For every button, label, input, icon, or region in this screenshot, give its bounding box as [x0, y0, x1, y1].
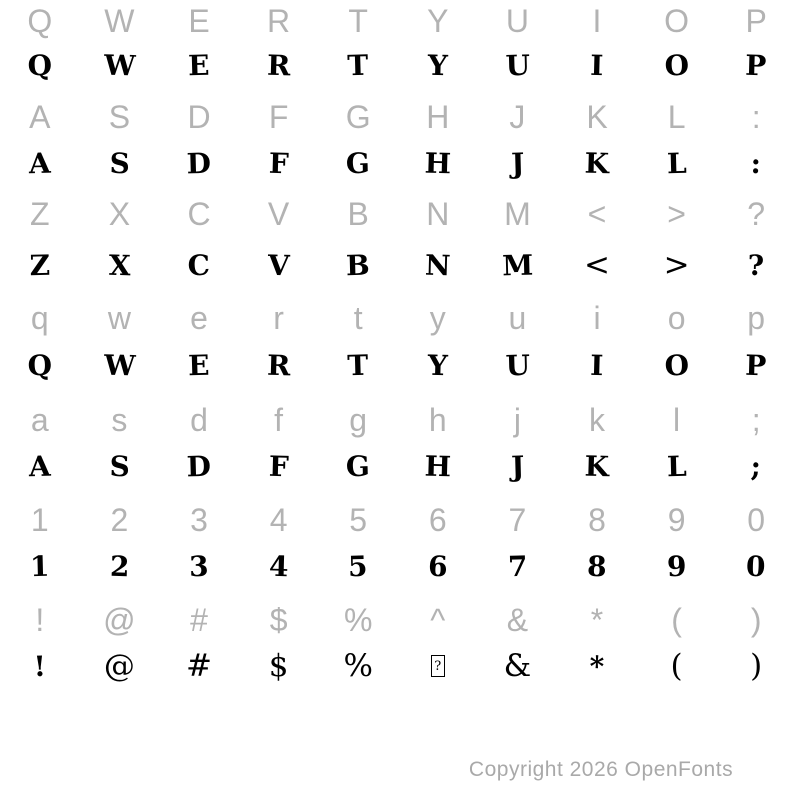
reference-char: r [273, 299, 284, 336]
reference-char: a [30, 401, 49, 438]
glyph-char: $ [268, 648, 289, 684]
glyph-char: > [663, 247, 690, 283]
glyph-char: ; [750, 449, 762, 483]
glyph-char: U [504, 48, 531, 82]
glyph-char: W [103, 48, 136, 82]
reference-char: 2 [110, 501, 129, 538]
glyph-char: Z [29, 248, 51, 282]
reference-char: 5 [349, 501, 368, 538]
glyph-char: T [347, 348, 370, 382]
glyph-char: M [501, 248, 534, 282]
glyph-char: O [663, 348, 690, 382]
glyph-char: R [266, 48, 291, 82]
reference-char: f [274, 401, 284, 438]
copyright-text: Copyright 2026 OpenFonts [468, 758, 734, 781]
reference-char: l [673, 401, 681, 438]
glyph-char: 5 [348, 549, 369, 583]
reference-char: u [508, 299, 527, 336]
glyph-char: K [584, 449, 610, 483]
glyph-char: A [28, 146, 52, 180]
reference-char: ; [751, 401, 761, 438]
reference-char: J [509, 98, 526, 135]
reference-row [0, 0, 796, 43]
glyph-char: : [750, 146, 762, 180]
glyph-char: K [584, 146, 610, 180]
reference-char: k [588, 401, 605, 438]
glyph-char: L [666, 146, 687, 180]
reference-char: N [426, 195, 450, 232]
reference-row [0, 498, 796, 542]
reference-char: 4 [269, 501, 288, 538]
reference-char: I [592, 2, 602, 39]
reference-char: o [667, 299, 686, 336]
reference-char: t [353, 299, 363, 336]
glyph-char: 7 [507, 549, 528, 583]
glyph-char: T [347, 48, 370, 82]
reference-char: G [345, 98, 371, 135]
glyph-char: L [666, 449, 687, 483]
reference-char: V [267, 195, 290, 232]
reference-char: E [188, 2, 210, 39]
reference-char: C [187, 195, 211, 232]
glyph-char: 4 [268, 549, 289, 583]
glyph-char: 9 [666, 549, 687, 583]
reference-char: ^ [430, 601, 446, 638]
glyph-char: X [108, 248, 131, 282]
reference-char: h [428, 401, 447, 438]
glyph-char: 2 [109, 549, 130, 583]
reference-char: e [190, 299, 208, 336]
reference-char: S [108, 98, 131, 135]
glyph-char: H [424, 146, 452, 180]
reference-char: T [348, 2, 368, 39]
reference-char: Z [30, 195, 50, 232]
reference-char: d [190, 401, 208, 438]
glyph-char: G [345, 449, 371, 483]
glyph-char: * [589, 649, 605, 683]
glyph-char: 8 [586, 549, 608, 583]
reference-char: p [747, 299, 766, 336]
reference-char: $ [269, 601, 288, 638]
glyph-char: E [187, 48, 211, 82]
glyph-row [0, 644, 796, 688]
glyph-char: V [267, 248, 290, 282]
reference-char: L [667, 98, 686, 135]
reference-char: j [513, 401, 521, 438]
glyph-char: ( [670, 648, 683, 684]
glyph-row [0, 343, 796, 387]
reference-char: i [593, 299, 601, 336]
reference-char: % [343, 601, 373, 638]
glyph-char: % [343, 648, 373, 684]
glyph-char: R [266, 348, 291, 382]
reference-char: < [587, 195, 607, 232]
reference-char: 6 [428, 501, 447, 538]
reference-char: # [190, 601, 208, 638]
reference-char: 7 [508, 501, 527, 538]
reference-char: M [504, 195, 531, 232]
reference-char: D [187, 98, 211, 135]
notdef-question-mark: ? [431, 655, 445, 677]
reference-char: W [104, 2, 135, 39]
glyph-char: F [268, 146, 289, 180]
glyph-char: W [103, 348, 136, 382]
reference-char: K [586, 98, 608, 135]
reference-char: @ [103, 601, 136, 638]
reference-char: y [429, 299, 446, 336]
glyph-char: Q [27, 348, 53, 382]
reference-char: ) [750, 601, 762, 638]
glyph-char: G [345, 146, 371, 180]
glyph-char: 3 [188, 549, 210, 583]
reference-char: F [268, 98, 289, 135]
glyph-char: & [503, 648, 532, 684]
glyph-char: Q [27, 48, 53, 82]
reference-char: U [505, 2, 529, 39]
reference-char: R [267, 2, 291, 39]
glyph-char: F [268, 449, 289, 483]
reference-char: g [349, 401, 368, 438]
glyph-char: P [745, 348, 768, 382]
reference-char: A [29, 98, 51, 135]
reference-char: & [506, 601, 529, 638]
glyph-char: J [510, 449, 525, 483]
reference-char: X [108, 195, 131, 232]
reference-char: 9 [667, 501, 686, 538]
reference-char: Y [427, 2, 449, 39]
reference-char: s [111, 401, 128, 438]
missing-glyph-box [398, 655, 478, 677]
glyph-char: J [510, 146, 525, 180]
reference-char: * [590, 601, 604, 638]
glyph-row [0, 444, 796, 488]
glyph-char: @ [103, 648, 135, 684]
reference-row [0, 95, 796, 139]
glyph-char: I [590, 348, 604, 382]
reference-char: O [664, 2, 690, 39]
glyph-char: S [108, 146, 130, 180]
glyph-char: 6 [427, 549, 448, 583]
reference-char: 1 [30, 501, 49, 538]
glyph-char: Y [427, 348, 449, 382]
glyph-row [0, 141, 796, 185]
glyph-char: ! [33, 649, 47, 683]
reference-char: ( [671, 601, 682, 638]
glyph-char: < [584, 247, 610, 283]
reference-row [0, 296, 796, 340]
reference-char: B [347, 195, 369, 232]
glyph-char: # [186, 648, 212, 684]
glyph-char: Y [427, 48, 449, 82]
glyph-char: N [424, 248, 452, 282]
glyph-char: D [186, 146, 212, 180]
glyph-char: ? [747, 248, 765, 282]
glyph-char: P [745, 48, 768, 82]
reference-char: > [667, 195, 686, 232]
glyph-char: E [187, 348, 211, 382]
glyph-char: C [187, 248, 211, 282]
glyph-row [0, 43, 796, 87]
reference-char: 0 [747, 501, 766, 538]
glyph-char: A [28, 449, 52, 483]
glyph-char: I [590, 48, 604, 82]
reference-row [0, 192, 796, 236]
glyph-char: D [186, 449, 212, 483]
reference-char: : [751, 98, 761, 135]
reference-char: H [426, 98, 450, 135]
reference-row [0, 398, 796, 442]
glyph-char: B [345, 248, 371, 282]
reference-row [0, 598, 796, 642]
reference-char: Q [27, 2, 53, 39]
glyph-char: 1 [29, 549, 50, 583]
reference-char: ! [35, 601, 45, 638]
glyph-char: 0 [746, 549, 767, 583]
glyph-char: H [424, 449, 452, 483]
reference-char: 3 [190, 501, 208, 538]
reference-char: P [745, 2, 767, 39]
glyph-char: ) [750, 648, 763, 684]
glyph-row [0, 544, 796, 588]
reference-char: ? [747, 195, 766, 232]
glyph-char: S [108, 449, 130, 483]
glyph-char: U [504, 348, 531, 382]
glyph-row [0, 243, 796, 287]
reference-char: w [107, 299, 131, 336]
reference-char: q [30, 299, 49, 336]
reference-char: 8 [588, 501, 606, 538]
glyph-char: O [663, 48, 690, 82]
